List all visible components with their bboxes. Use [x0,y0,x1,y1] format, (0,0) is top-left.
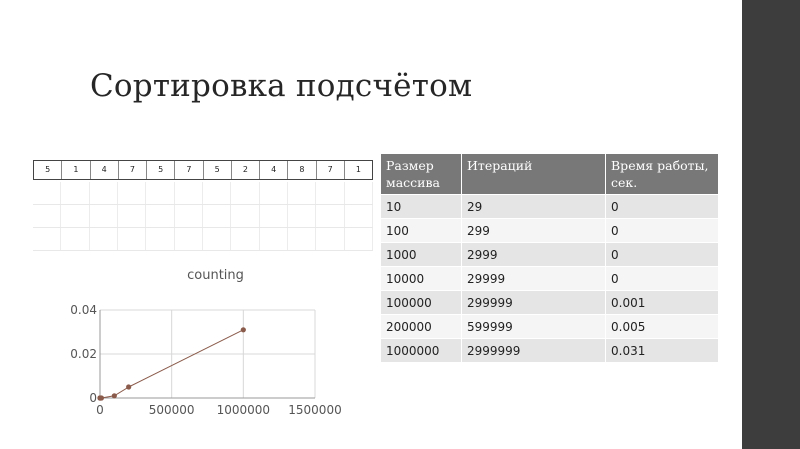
slide-title: Сортировка подсчётом [90,68,473,104]
data-point [112,393,117,398]
header-size: Размер массива [381,154,462,195]
y-tick-label: 0.04 [70,303,97,317]
array-cell: 7 [175,161,203,179]
header-time: Время работы, сек. [606,154,719,195]
data-point [126,384,131,389]
chart-title: counting [187,268,244,283]
array-cell: 1 [62,161,90,179]
table-cell: 299 [462,219,606,243]
array-cell: 2 [232,161,260,179]
table-cell: 10 [381,195,462,219]
array-cell: 4 [91,161,119,179]
table-header-row [381,154,719,195]
x-tick-label: 1000000 [216,403,271,417]
grid-row [33,228,373,251]
array-cell: 5 [204,161,232,179]
table-cell: 0.005 [606,315,719,339]
array-cell: 7 [317,161,345,179]
table-cell: 29999 [462,267,606,291]
table-cell: 2999 [462,243,606,267]
array-cell: 1 [355,165,361,174]
table-cell: 10000 [381,267,462,291]
right-sidebar [742,0,800,449]
data-point [241,327,246,332]
table-cell: 299999 [462,291,606,315]
table-row [381,267,719,291]
table-row [381,339,719,363]
x-tick-label: 500000 [148,403,195,417]
grid-row [33,205,373,228]
table-row [381,315,719,339]
table-cell: 599999 [462,315,606,339]
table-cell: 1000000 [381,339,462,363]
table-cell: 100000 [381,291,462,315]
array-cell: 5 [147,161,175,179]
table-cell: 29 [462,195,606,219]
table-cell: 0 [606,195,719,219]
results-table [381,154,719,362]
array-cell: 8 [288,161,316,179]
y-tick-label: 0.02 [70,347,97,361]
grid-row [33,182,373,205]
array-cell: 4 [260,161,288,179]
table-row [381,291,719,315]
table-body [381,195,719,363]
x-tick-label: 0 [96,403,104,417]
table-cell: 1000 [381,243,462,267]
array-cell: 7 [119,161,147,179]
table-cell: 0.031 [606,339,719,363]
table-cell: 200000 [381,315,462,339]
table-cell: 0 [606,267,719,291]
table-cell: 0 [606,243,719,267]
table-cell: 0 [606,219,719,243]
table-row [381,195,719,219]
header-iterations: Итераций [462,154,606,195]
x-tick-label: 1500000 [288,403,342,417]
y-tick-label: 0 [89,391,97,405]
table-row [381,243,719,267]
array-cell: 5 [34,161,62,179]
table-cell: 2999999 [462,339,606,363]
empty-grid [33,182,373,252]
counting-chart [60,262,360,432]
array-strip [33,160,373,180]
table-cell: 100 [381,219,462,243]
table-row [381,219,719,243]
data-point [99,395,104,400]
table-cell: 0.001 [606,291,719,315]
